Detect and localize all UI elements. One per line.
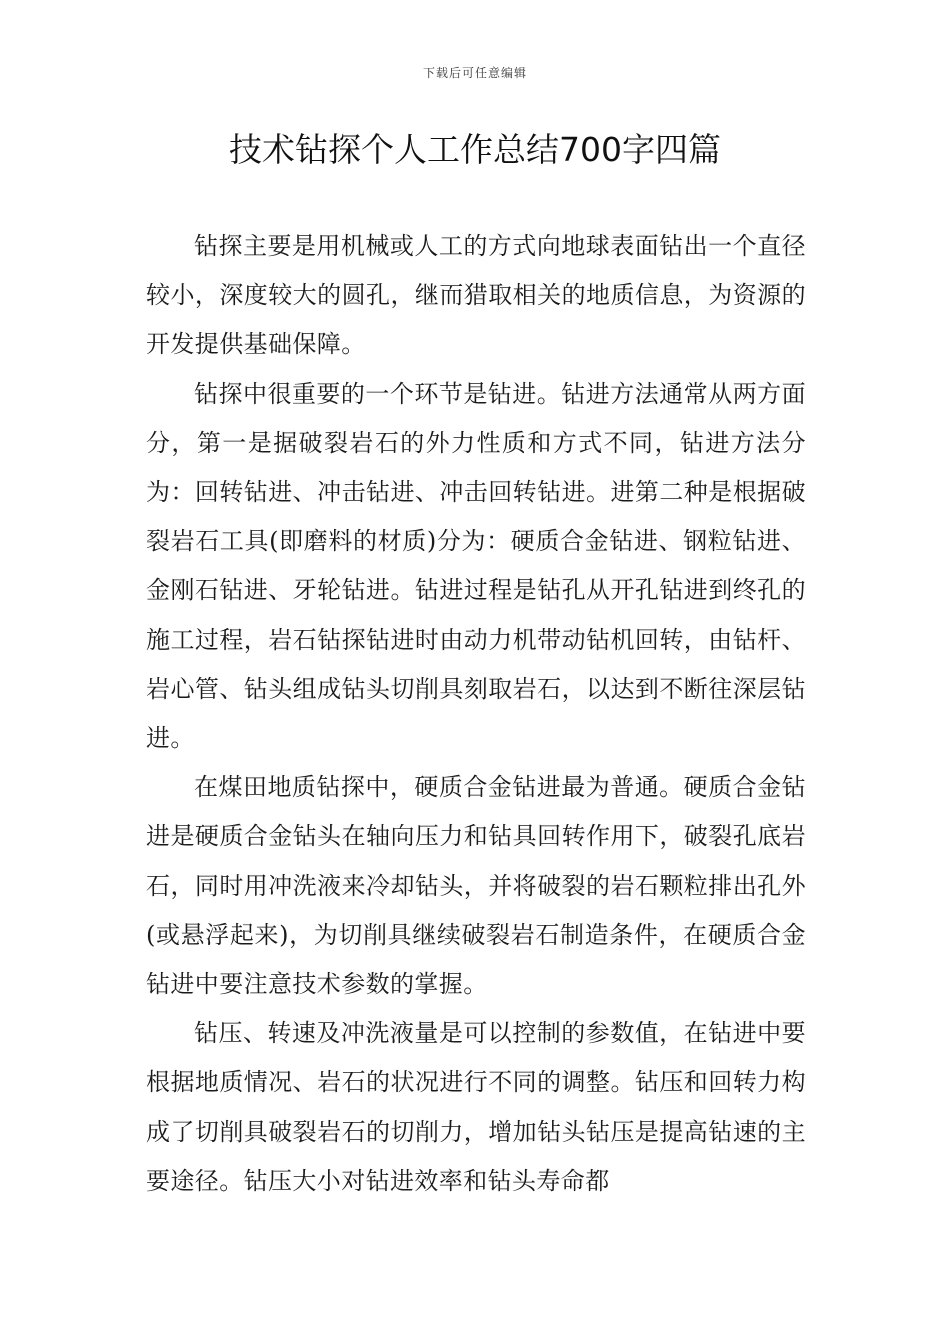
header-note: 下载后可任意编辑 [422, 66, 527, 80]
document-body [146, 222, 806, 1206]
paragraph-4: 钻压、转速及冲洗液量是可以控制的参数值，在钻进中要根据地质情况、岩石的状况进行不同的调整。钻压和回转力构成了切削具破裂岩石的切削力，增加钻头钻压是提高钻速的主要途径。钻压大小对钻进效率和钻头寿命都 [146, 1019, 806, 1195]
paragraph-3: 在煤田地质钻探中，硬质合金钻进最为普通。硬质合金钻进是硬质合金钻头在轴向压力和钻具回转作用下，破裂孔底岩石，同时用冲洗液来冷却钻头，并将破裂的岩石颗粒排出孔外(或悬浮起来)，为切削具继续破裂岩石制造条件，在硬质合金钻进中要注意技术参数的掌握。 [146, 773, 806, 999]
paragraph-2: 钻探中很重要的一个环节是钻进。钻进方法通常从两方面分，第一是据破裂岩石的外力性质和方式不同，钻进方法分为：回转钻进、冲击钻进、冲击回转钻进。进第二种是根据破裂岩石工具(即磨料的材质)分为：硬质合金钻进、钢粒钻进、金刚石钻进、牙轮钻进。钻进过程是钻孔从开孔钻进到终孔的施工过程，岩石钻探钻进时由动力机带动钻机回转，由钻杆、岩心管、钻头组成钻头切削具刻取岩石，以达到不断往深层钻进。 [146, 379, 806, 753]
page-title: 技术钻探个人工作总结700字四篇 [229, 130, 721, 169]
paragraph-1: 钻探主要是用机械或人工的方式向地球表面钻出一个直径较小，深度较大的圆孔，继而猎取相关的地质信息，为资源的开发提供基础保障。 [146, 232, 806, 359]
